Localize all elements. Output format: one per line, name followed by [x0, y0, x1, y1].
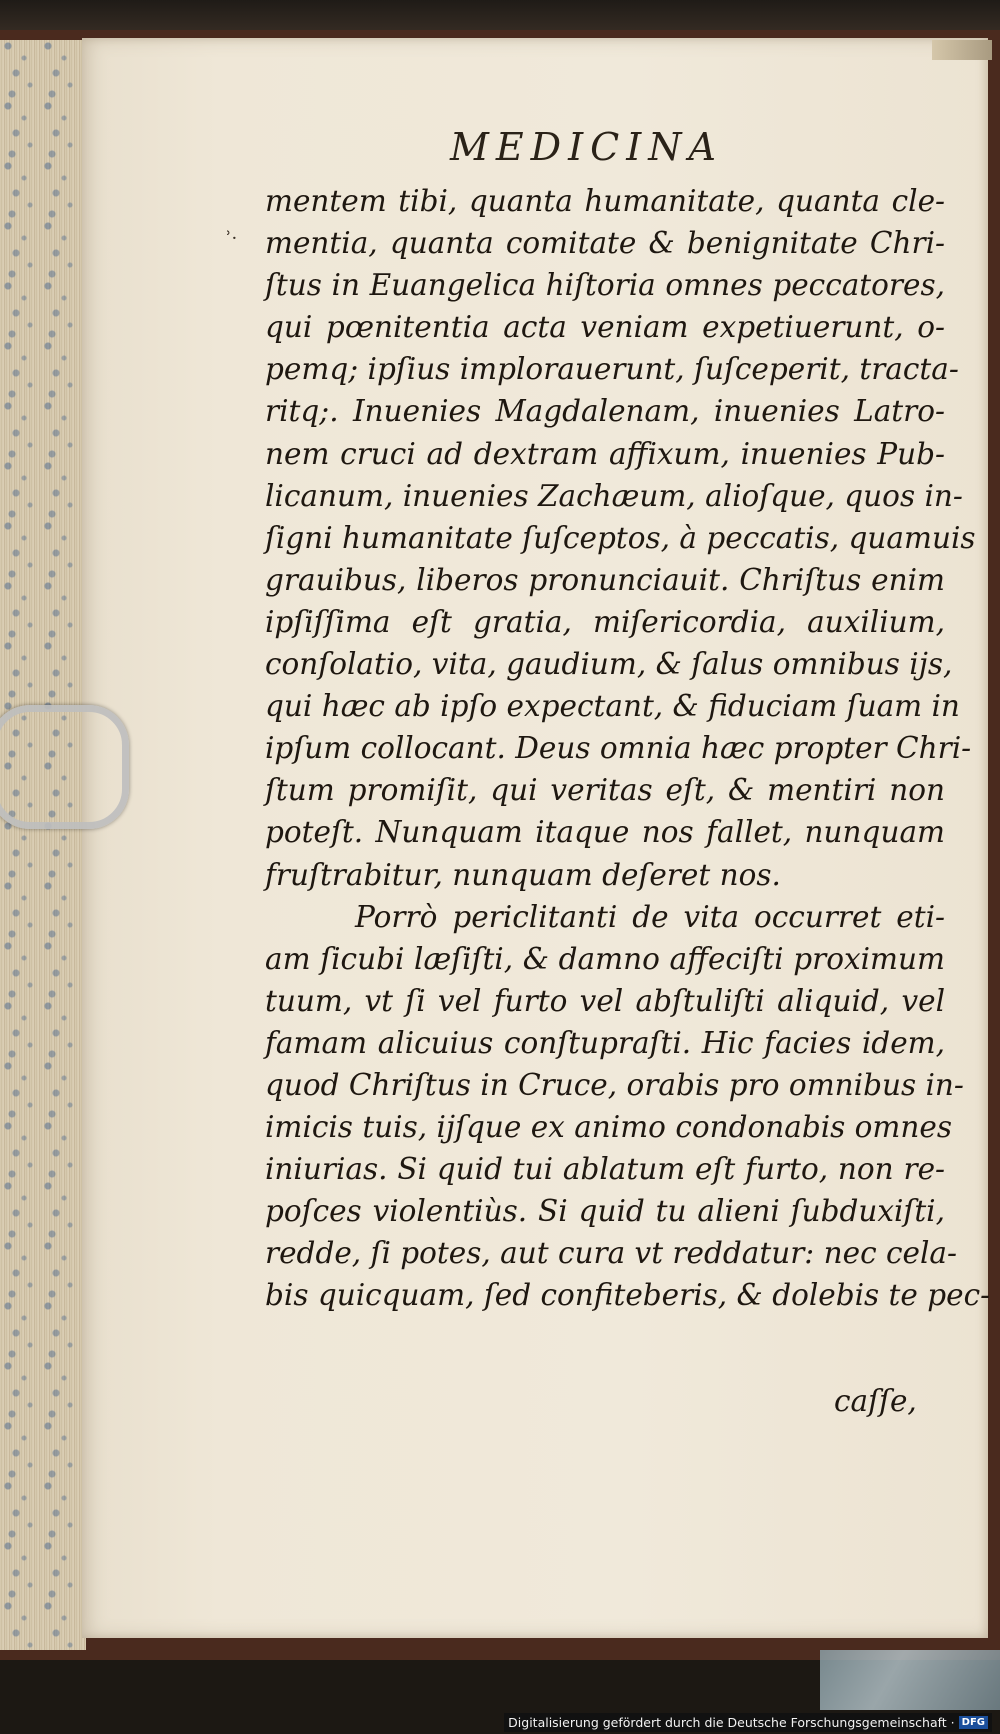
page-clip	[0, 705, 129, 829]
digitization-credit	[504, 1713, 992, 1732]
text-line: ritq;. Inuenies Magdalenam, inuenies Latro-	[265, 394, 945, 429]
text-line: bis quicquam, ſed confiteberis, & dolebis te pec-	[265, 1278, 991, 1313]
page-corner-shadow	[932, 40, 992, 60]
credit-text: Digitalisierung gefördert durch die Deutsche Forschungsgemeinschaft ·	[508, 1715, 955, 1730]
catchword: caſſe,	[834, 1384, 917, 1418]
body-text	[265, 180, 991, 1317]
dfg-logo: DFG	[959, 1716, 988, 1729]
text-line: ſtum promiſit, qui veritas eſt, & mentiri non	[265, 773, 945, 808]
text-line: am ſicubi læſiſti, & damno affeciſti proximum	[265, 941, 945, 976]
text-line: pemq; ipſius implorauerunt, ſuſceperit, tracta-	[265, 352, 959, 387]
fore-edge-speckle	[0, 40, 86, 1650]
text-line: mentem tibi, quanta humanitate, quanta cle-	[265, 184, 945, 218]
text-line: mentia, quanta comitate & benignitate Chri-	[265, 226, 945, 261]
text-line: qui pœnitentia acta veniam expetiuerunt, o-	[265, 310, 945, 345]
text-line: fruſtrabitur, nunquam deſeret nos.	[265, 857, 781, 892]
text-line: ipſum collocant. Deus omnia hæc propter Chri-	[265, 731, 972, 766]
text-line: ſtus in Euangelica hiſtoria omnes peccatores,	[265, 268, 945, 303]
text-line: ipſiſſima eſt gratia, miſericordia, auxilium,	[265, 604, 945, 639]
text-line: iniurias. Si quid tui ablatum eſt furto, non re-	[265, 1152, 945, 1187]
text-line: qui hæc ab ipſo expectant, & fiduciam ſuam in	[265, 689, 960, 724]
text-line: redde, ſi potes, aut cura vt reddatur: nec cela-	[265, 1236, 957, 1271]
text-line: imicis tuis, ijſque ex animo condonabis omnes	[265, 1110, 952, 1145]
text-line: conſolatio, vita, gaudium, & ſalus omnibus ijs,	[265, 647, 953, 682]
text-line: quod Chriſtus in Cruce, orabis pro omnibus in-	[265, 1067, 964, 1102]
cloth-support	[820, 1650, 1000, 1710]
text-line: licanum, inuenies Zachæum, alioſque, quos in-	[265, 478, 963, 513]
text-line: ſigni humanitate ſuſceptos, à peccatis, quamuis	[265, 520, 976, 555]
paragraph-start-line: Porrò periclitanti de vita occurret eti-	[355, 899, 945, 934]
text-line: poſces violentiùs. Si quid tu alieni ſubduxiſti,	[265, 1194, 945, 1229]
text-line: tuum, vt ſi vel furto vel abſtuliſti aliquid, vel	[265, 983, 945, 1018]
text-line: poteſt. Nunquam itaque nos fallet, nunquam	[265, 815, 945, 850]
text-line: famam alicuius conſtupraſti. Hic facies idem,	[265, 1025, 945, 1060]
text-line: nem cruci ad dextram affixum, inuenies Pub-	[265, 436, 945, 471]
margin-mark: ʾ·	[226, 228, 238, 249]
text-line: grauibus, liberos pronunciauit. Chriſtus enim	[265, 562, 945, 597]
running-head: MEDICINA	[450, 125, 723, 169]
